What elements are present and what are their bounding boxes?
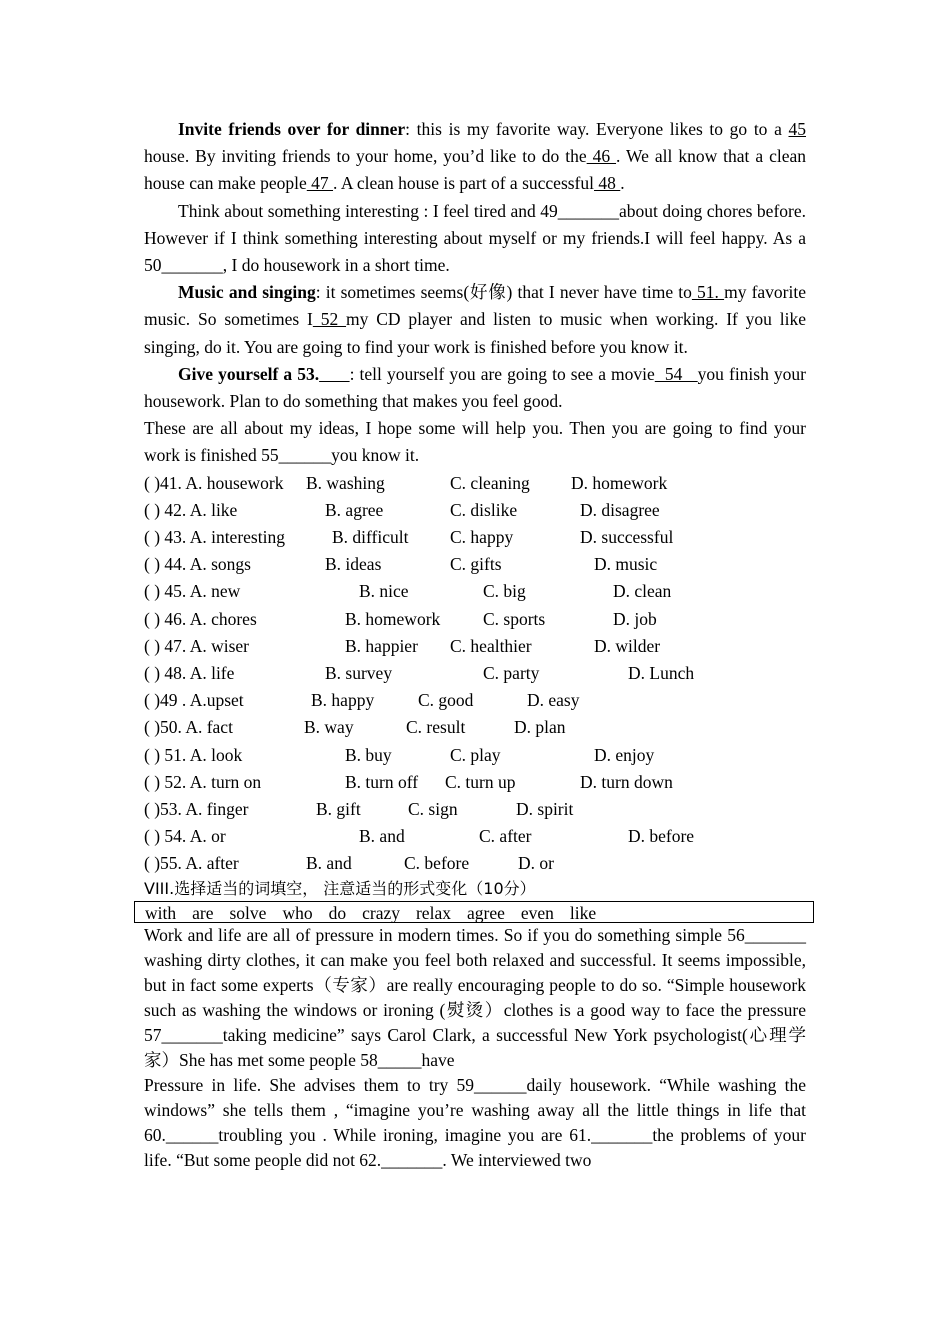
- question-row: [144, 551, 806, 578]
- word-bank-item: even: [520, 903, 554, 924]
- question-row: [144, 850, 806, 877]
- question-row: [144, 796, 806, 823]
- paragraph-conclusion: These are all about my ideas, I hope some will help you. Then you are going to find your work is finished 55______you know it.: [144, 418, 806, 466]
- document-page: [144, 116, 806, 1173]
- question-option-d: D. before: [628, 826, 695, 847]
- question-option-d: D. music: [594, 554, 658, 575]
- question-option-a: ( ) 46. A. chores: [144, 608, 257, 629]
- question-option-c: C. result: [406, 717, 466, 738]
- question-option-a: ( ) 52. A. turn on: [144, 771, 262, 792]
- question-option-d: D. successful: [580, 527, 674, 548]
- question-option-d: D. or: [518, 853, 554, 874]
- blank-47: 47: [306, 173, 334, 194]
- word-bank-item: are: [192, 903, 214, 924]
- question-option-b: B. and: [306, 853, 352, 874]
- question-option-b: B. survey: [325, 662, 393, 683]
- section8-text-continued: Pressure in life. She advises them to try 59______daily housework. “While washing the windows” she tells them , “imagine you’re washing away all the little things in life that 60.______troubling you . While ironing, imagine you are 61._______the problems of your life. “But some people did not 62._______. We interviewed two: [144, 1074, 806, 1170]
- question-row: [144, 823, 806, 850]
- text: my favorite music. So sometimes I: [144, 282, 807, 330]
- question-option-b: B. difficult: [332, 527, 409, 548]
- question-option-d: D. Lunch: [628, 662, 695, 683]
- question-option-c: C. sports: [483, 608, 546, 629]
- heading-reward: Give yourself a 53.: [178, 363, 320, 384]
- question-option-d: D. plan: [514, 717, 566, 738]
- heading-music: Music and singing: [178, 282, 316, 303]
- text: you finish your housework. Plan to do something that makes you feel good.: [144, 363, 807, 412]
- word-bank-item: who: [282, 903, 313, 924]
- question-option-a: ( ) 42. A. like: [144, 499, 238, 520]
- question-row: [144, 660, 806, 687]
- question-option-d: D. disagree: [580, 499, 660, 520]
- blank-51: 51.: [691, 282, 725, 303]
- question-option-d: D. clean: [613, 581, 672, 602]
- blank-45: 45: [788, 119, 806, 139]
- question-option-d: D. enjoy: [594, 744, 655, 765]
- question-row: [144, 742, 806, 769]
- question-option-a: ( ) 51. A. look: [144, 744, 243, 765]
- question-list: [144, 470, 806, 878]
- question-option-d: D. spirit: [516, 798, 574, 819]
- question-row: [144, 633, 806, 660]
- question-option-b: B. washing: [306, 472, 385, 493]
- question-option-c: C. sign: [408, 798, 458, 819]
- question-row: [144, 497, 806, 524]
- question-option-d: D. homework: [571, 472, 668, 493]
- word-bank-item: relax: [415, 903, 451, 924]
- question-option-a: ( ) 44. A. songs: [144, 554, 251, 575]
- paragraph-dinner: [144, 116, 806, 198]
- word-bank: [134, 901, 814, 923]
- question-option-c: C. good: [418, 690, 474, 711]
- word-bank-item: agree: [466, 903, 505, 924]
- blank-54: 54: [654, 363, 698, 384]
- text: my CD player and listen to music when working. If you like singing, do it. You are going to find your work is finished before you know it.: [144, 309, 807, 357]
- question-option-c: C. gifts: [450, 554, 502, 575]
- question-option-a: ( )49 . A.upset: [144, 690, 244, 711]
- question-option-d: D. turn down: [580, 771, 673, 792]
- question-row: [144, 578, 806, 605]
- question-option-b: B. happy: [311, 690, 375, 711]
- text: . We all know that a clean house can make people: [144, 146, 806, 194]
- question-option-c: C. dislike: [450, 499, 518, 520]
- text: house. By inviting friends to your home, you’d like to do the: [144, 146, 587, 167]
- question-option-a: ( ) 54. A. or: [144, 826, 226, 847]
- question-option-c: C. happy: [450, 527, 514, 548]
- question-option-b: B. way: [304, 717, 354, 738]
- word-bank-item: solve: [229, 903, 267, 924]
- question-option-c: C. play: [450, 744, 501, 765]
- question-row: [144, 606, 806, 633]
- question-option-b: B. buy: [345, 744, 392, 765]
- question-option-c: C. before: [404, 853, 470, 874]
- text: . A clean house is part of a successful: [333, 173, 595, 194]
- text: : this is my favorite way. Everyone likes to go to a: [405, 119, 789, 139]
- question-option-a: ( )50. A. fact: [144, 717, 233, 738]
- question-row: [144, 714, 806, 741]
- question-option-a: ( )41. A. housework: [144, 472, 284, 493]
- question-option-b: B. ideas: [325, 554, 382, 575]
- question-option-a: ( ) 43. A. interesting: [144, 527, 285, 548]
- paragraph-reward: [144, 361, 806, 415]
- section-title: VIII.选择适当的词填空， 注意适当的形式变化（10分）: [144, 879, 536, 899]
- question-option-c: C. turn up: [445, 771, 516, 792]
- paragraph-music: [144, 279, 806, 361]
- question-option-a: ( ) 47. A. wiser: [144, 635, 249, 656]
- question-option-b: B. homework: [345, 608, 441, 629]
- blank-46: 46: [586, 146, 617, 167]
- question-row: [144, 687, 806, 714]
- text: : tell yourself you are going to see a movie: [349, 363, 655, 384]
- question-option-a: ( ) 45. A. new: [144, 581, 241, 602]
- question-option-c: C. healthier: [450, 635, 532, 656]
- question-option-d: D. job: [613, 608, 657, 629]
- word-bank-item: with: [145, 903, 177, 924]
- question-row: [144, 769, 806, 796]
- question-option-b: B. happier: [345, 635, 418, 656]
- blank-48: 48: [594, 173, 621, 194]
- question-option-d: D. wilder: [594, 635, 661, 656]
- question-option-b: B. turn off: [345, 771, 419, 792]
- section8-text: Work and life are all of pressure in modern times. So if you do something simple 56_______ washing dirty clothes, it can make you feel both relaxed and successful. It seems impossible, but in fact some experts（专家）are really encouraging people to do so. “Simple housework such as washing the windows or ironing (熨烫）clothes is a good way to face the pressure 57_______taking medicine” says Carol Clark, a successful New York psychologist(心理学家）She has met some people 58_____have: [144, 925, 806, 1070]
- question-option-c: C. after: [479, 826, 532, 847]
- question-option-a: ( ) 48. A. life: [144, 662, 235, 683]
- question-option-b: B. agree: [325, 499, 384, 520]
- question-option-b: B. nice: [359, 581, 409, 602]
- question-option-b: B. and: [359, 826, 405, 847]
- question-option-a: ( )55. A. after: [144, 853, 239, 874]
- word-bank-item: like: [569, 903, 597, 924]
- heading-dinner: Invite friends over for dinner: [178, 119, 406, 139]
- question-option-a: ( )53. A. finger: [144, 798, 249, 819]
- question-row: [144, 470, 806, 497]
- question-row: [144, 524, 806, 551]
- blank-52: 52: [312, 309, 347, 330]
- word-bank-item: crazy: [362, 903, 400, 924]
- paragraph-interesting: Think about something interesting : I feel tired and 49_______about doing chores before. However if I think something interesting about myself or my friends.I will feel happy. As a 50_______, I do housework in a short time.: [144, 200, 806, 276]
- question-option-c: C. party: [483, 662, 540, 683]
- question-option-b: B. gift: [316, 798, 361, 819]
- text: : it sometimes seems(好像) that I never have time to: [315, 282, 692, 303]
- word-bank-item: do: [328, 903, 347, 924]
- blank-53: [319, 364, 349, 384]
- text: .: [620, 173, 625, 194]
- question-option-c: C. big: [483, 581, 526, 602]
- question-option-c: C. cleaning: [450, 472, 530, 493]
- question-option-d: D. easy: [527, 690, 580, 711]
